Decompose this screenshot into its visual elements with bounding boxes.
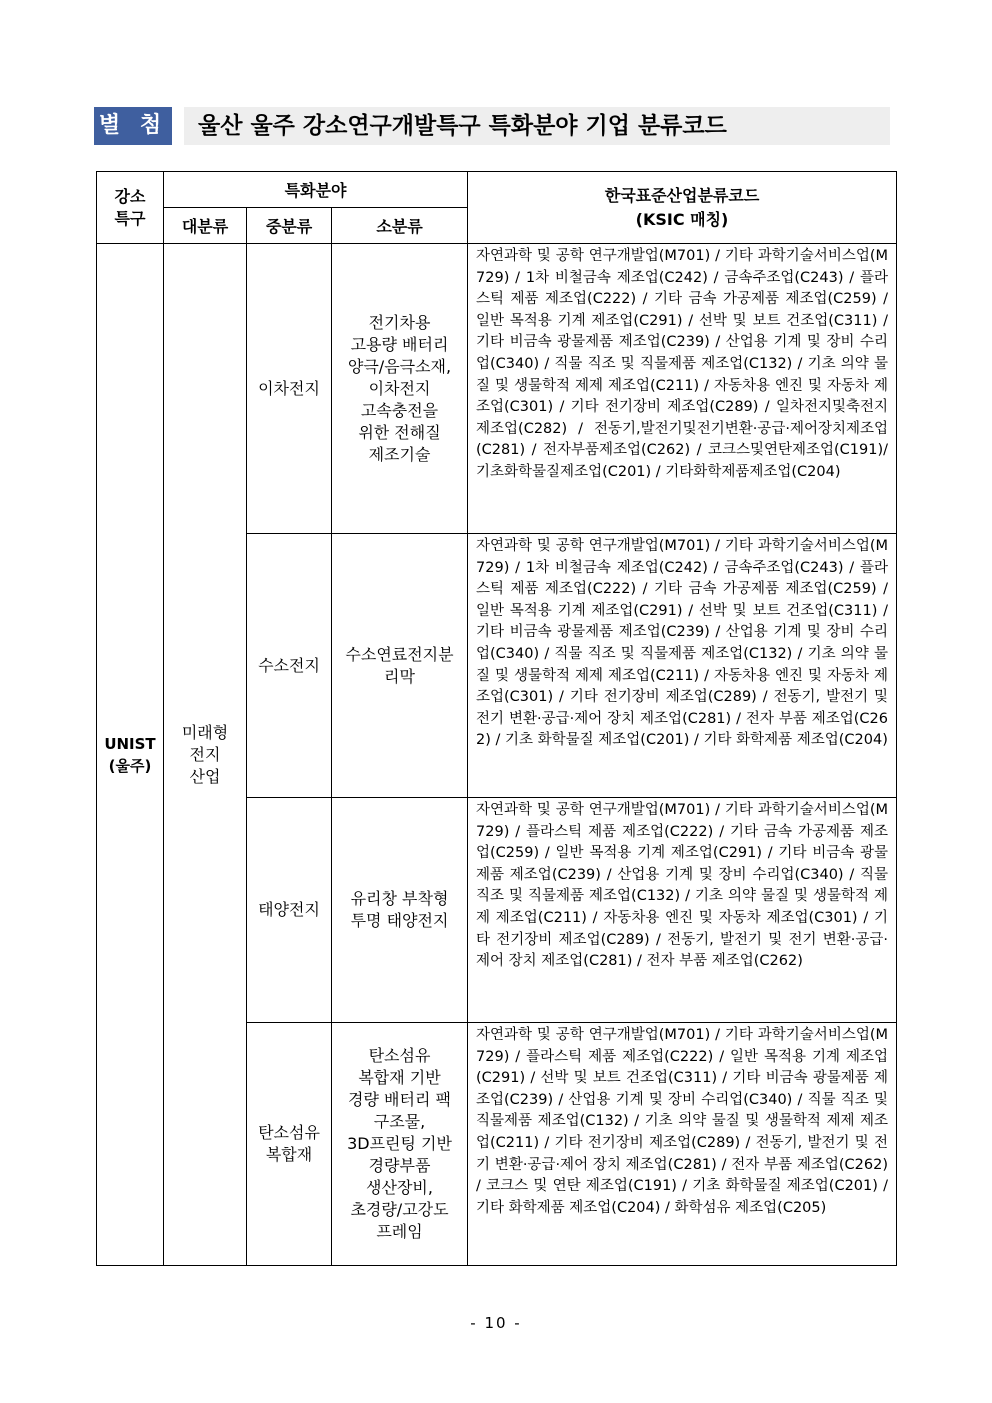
header-minor: 소분류 (332, 208, 468, 244)
major-cell: 미래형 전지 산업 (164, 244, 247, 1266)
middle-cell: 탄소섬유 복합재 (247, 1023, 332, 1266)
minor-cell: 수소연료전지분 리막 (332, 534, 468, 798)
header-special-zone: 강소 특구 (97, 172, 164, 244)
ksic-cell: 자연과학 및 공학 연구개발업(M701) / 기타 과학기술서비스업(M729) / 플라스틱 제품 제조업(C222) / 일반 목적용 기계 제조업(C291) / 선박 및 보트 건조업(C311) / 기타 비금속 광물제품 제조업(C239) / 산업용 기계 및 장비 수리업(C340) / 직물 직조 및 직물제품 제조업(C132) / 기초 의약 물질 및 생물학적 제제 제조업(C211) / 기타 전기장비 제조업(C289) / 전동기, 발전기 및 전기 변환·공급·제어 장치 제조업(C281) / 전자 부품 제조업(C262) / 코크스 및 연탄 제조업(C191) / 기초 화학물질 제조업(C201) / 기타 화학제품 제조업(C204) / 화학섬유 제조업(C205) (468, 1023, 897, 1266)
ksic-cell: 자연과학 및 공학 연구개발업(M701) / 기타 과학기술서비스업(M729) / 1차 비철금속 제조업(C242) / 금속주조업(C243) / 플라스틱 제품 제조업(C222) / 기타 금속 가공제품 제조업(C259) / 일반 목적용 기계 제조업(C291) / 선박 및 보트 건조업(C311) / 기타 비금속 광물제품 제조업(C239) / 산업용 기계 및 장비 수리업(C340) / 직물 직조 및 직물제품 제조업(C132) / 기초 의약 물질 및 생물학적 제제 제조업(C211) / 자동차용 엔진 및 자동차 제조업(C301) / 기타 전기장비 제조업(C289) / 전동기, 발전기 및 전기 변환·공급·제어 장치 제조업(C281) / 전자 부품 제조업(C262) / 기초 화학물질 제조업(C201) / 기타 화학제품 제조업(C204) (468, 534, 897, 798)
middle-cell: 태양전지 (247, 798, 332, 1023)
document-title: 울산 울주 강소연구개발특구 특화분야 기업 분류코드 (184, 107, 890, 145)
classification-table (96, 171, 897, 1266)
header-ksic: 한국표준산업분류코드 (KSIC 매칭) (468, 172, 897, 244)
header-middle: 중분류 (247, 208, 332, 244)
ksic-cell: 자연과학 및 공학 연구개발업(M701) / 기타 과학기술서비스업(M729) / 플라스틱 제품 제조업(C222) / 기타 금속 가공제품 제조업(C259) / 일반 목적용 기계 제조업(C291) / 기타 비금속 광물제품 제조업(C239) / 산업용 기계 및 장비 수리업(C340) / 직물 직조 및 직물제품 제조업(C132) / 기초 의약 물질 및 생물학적 제제 제조업(C211) / 자동차용 엔진 및 자동차 제조업(C301) / 기타 전기장비 제조업(C289) / 전동기, 발전기 및 전기 변환·공급·제어 장치 제조업(C281) / 전자 부품 제조업(C262) (468, 798, 897, 1023)
appendix-header (94, 107, 890, 145)
header-special-field: 특화분야 (164, 172, 468, 208)
appendix-badge: 별 첨 (94, 107, 172, 145)
table-row (97, 244, 897, 534)
page-number: - 10 - (470, 1314, 522, 1332)
minor-cell: 전기차용 고용량 배터리 양극/음극소재, 이차전지 고속충전을 위한 전해질 제조기술 (332, 244, 468, 534)
minor-cell: 탄소섬유 복합재 기반 경량 배터리 팩 구조물, 3D프린팅 기반 경량부품 생산장비, 초경량/고강도 프레임 (332, 1023, 468, 1266)
header-major: 대분류 (164, 208, 247, 244)
ksic-cell: 자연과학 및 공학 연구개발업(M701) / 기타 과학기술서비스업(M729) / 1차 비철금속 제조업(C242) / 금속주조업(C243) / 플라스틱 제품 제조업(C222) / 기타 금속 가공제품 제조업(C259) / 일반 목적용 기계 제조업(C291) / 선박 및 보트 건조업(C311) / 기타 비금속 광물제품 제조업(C239) / 산업용 기계 및 장비 수리업(C340) / 직물 직조 및 직물제품 제조업(C132) / 기초 의약 물질 및 생물학적 제제 제조업(C211) / 자동차용 엔진 및 자동차 제조업(C301) / 기타 전기장비 제조업(C289) / 일차전지및축전지제조업(C282) / 전동기,발전기및전기변환·공급·제어장치제조업(C281) / 전자부품제조업(C262) / 코크스및연탄제조업(C191)/기초화학물질제조업(C201) / 기타화학제품제조업(C204) (468, 244, 897, 534)
middle-cell: 수소전지 (247, 534, 332, 798)
zone-cell: UNIST (울주) (97, 244, 164, 1266)
middle-cell: 이차전지 (247, 244, 332, 534)
minor-cell: 유리창 부착형 투명 태양전지 (332, 798, 468, 1023)
